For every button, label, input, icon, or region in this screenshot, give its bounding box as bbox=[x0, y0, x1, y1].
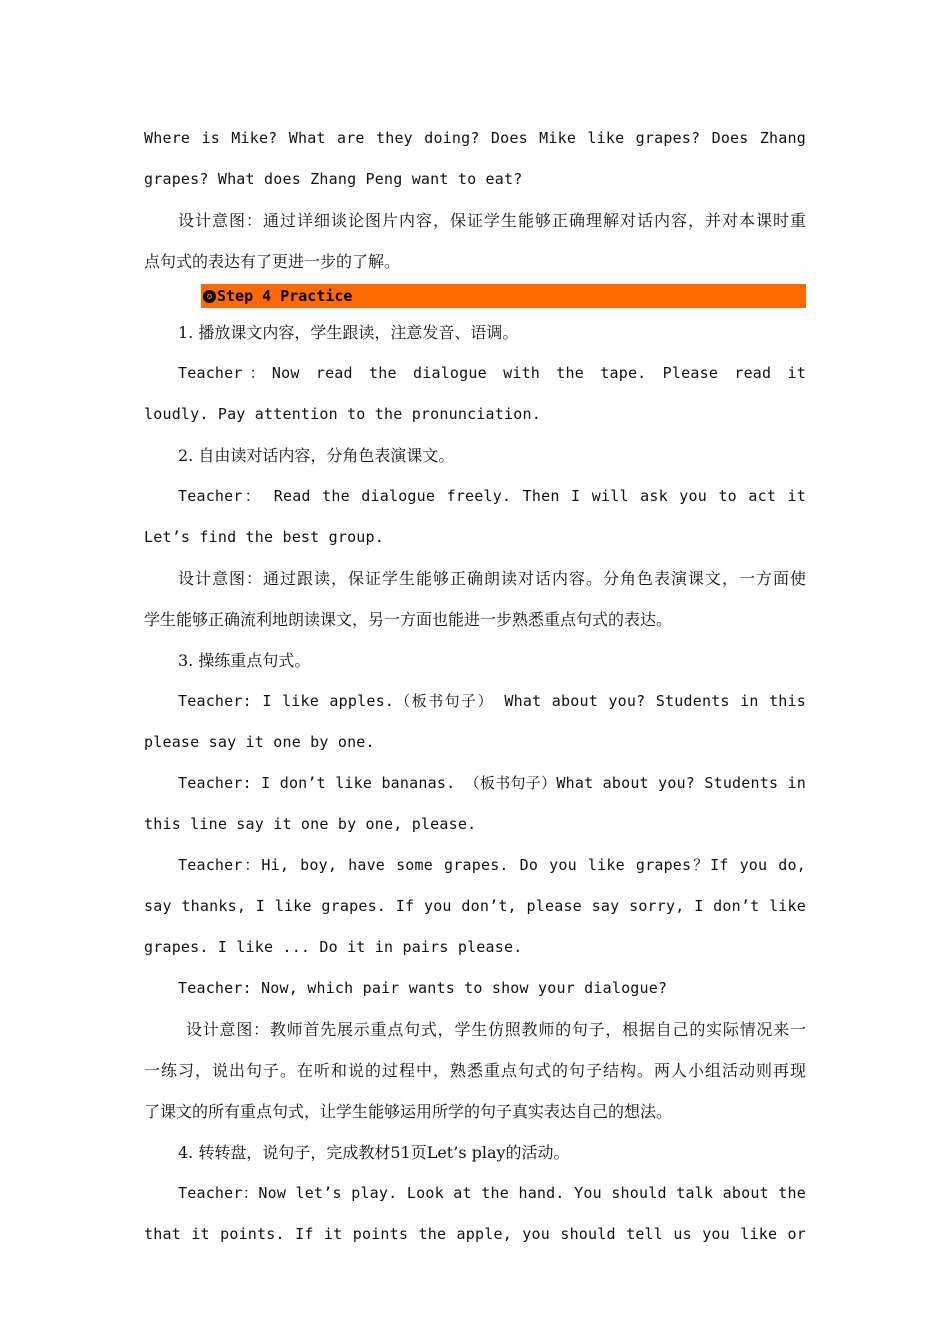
teacher-line: Teacher: I like apples.（板书句子） What about you? Students in this bbox=[178, 692, 806, 710]
paragraph-line: grapes? What does Zhang Peng want to eat? bbox=[144, 170, 523, 188]
teacher-line: loudly. Pay attention to the pronunciation. bbox=[144, 405, 541, 423]
teacher-line: Teacher: I don’t like bananas. （板书句子）What about you? Students in bbox=[178, 774, 806, 792]
teacher-line: Teacher： Read the dialogue freely. Then I will ask you to act it bbox=[178, 487, 806, 505]
list-item: 3. 操练重点句式。 bbox=[178, 651, 311, 670]
list-item: 2. 自由读对话内容，分角色表演课文。 bbox=[178, 446, 455, 465]
teacher-line: Teacher：Now let’s play. Look at the hand. You should talk about the bbox=[178, 1184, 806, 1202]
design-intent-line: 学生能够正确流利地朗读课文，另一方面也能进一步熟悉重点句式的表达。 bbox=[144, 610, 673, 629]
list-item: 1. 播放课文内容，学生跟读，注意发音、语调。 bbox=[178, 323, 519, 342]
design-intent-line: 了课文的所有重点句式，让学生能够运用所学的句子真实表达自己的想法。 bbox=[144, 1102, 673, 1121]
design-intent-line: 设计意图：通过跟读，保证学生能够正确朗读对话内容。分角色表演课文，一方面使 bbox=[178, 569, 806, 588]
step-heading-label: Step 4 Practice bbox=[217, 287, 353, 305]
design-intent-line: 设计意图：通过详细谈论图片内容，保证学生能够正确理解对话内容，并对本课时重 bbox=[178, 211, 806, 230]
list-item: 4. 转转盘，说句子，完成教材51页Let’s play的活动。 bbox=[178, 1143, 570, 1162]
teacher-line: please say it one by one. bbox=[144, 733, 375, 751]
design-intent-line: 一练习，说出句子。在听和说的过程中，熟悉重点句式的句子结构。两人小组活动则再现 bbox=[144, 1061, 806, 1080]
document-page bbox=[144, 118, 806, 1255]
teacher-line: Teacher: Now, which pair wants to show your dialogue? bbox=[178, 979, 668, 997]
paragraph-line: Where is Mike? What are they doing? Does Mike like grapes? Does Zhang bbox=[144, 129, 806, 147]
step-heading-bar bbox=[201, 284, 806, 308]
design-intent-line: 点句式的表达有了更进一步的了解。 bbox=[144, 252, 401, 271]
star-badge-icon: ✪ bbox=[203, 290, 216, 303]
teacher-line: Teacher：Now read the dialogue with the tape. Please read it bbox=[178, 364, 806, 382]
teacher-line: say thanks, I like grapes. If you don’t, please say sorry, I don’t like bbox=[144, 897, 806, 915]
design-intent-line: 设计意图：教师首先展示重点句式，学生仿照教师的句子，根据自己的实际情况来一 bbox=[186, 1020, 806, 1039]
teacher-line: that it points. If it points the apple, you should tell us you like or bbox=[144, 1225, 806, 1243]
teacher-line: this line say it one by one, please. bbox=[144, 815, 477, 833]
teacher-line: grapes. I like ... Do it in pairs please. bbox=[144, 938, 523, 956]
teacher-line: Teacher：Hi, boy, have some grapes. Do you like grapes？If you do, bbox=[178, 856, 806, 874]
teacher-line: Let’s find the best group. bbox=[144, 528, 384, 546]
